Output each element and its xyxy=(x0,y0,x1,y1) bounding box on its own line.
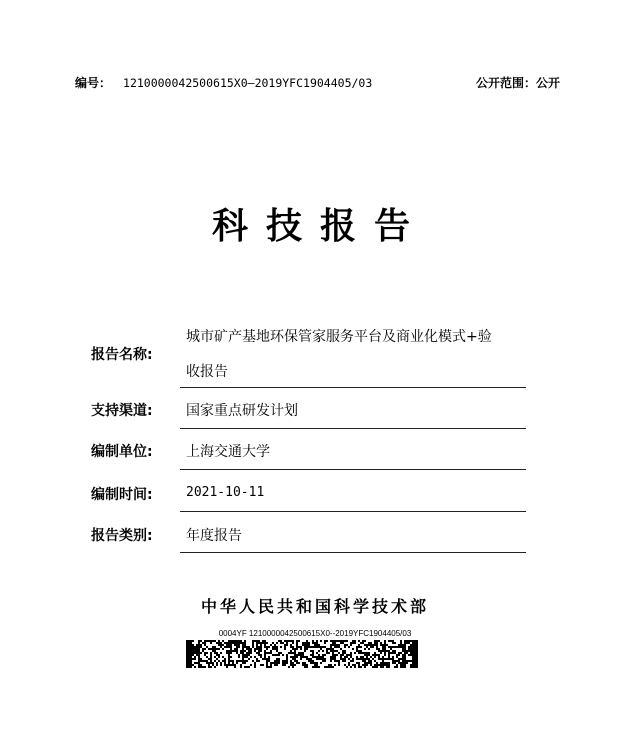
funding-channel-label: 支持渠道: xyxy=(91,403,153,419)
barcode-caption: 0004YF 1210000042500615X0--2019YFC1904405/03 xyxy=(218,629,412,638)
document-title: 科技报告 xyxy=(211,206,428,247)
funding-channel-value: 国家重点研发计划 xyxy=(186,403,298,419)
funding-channel-underline xyxy=(180,428,526,429)
barcode-image xyxy=(186,640,418,668)
compiling-date-label: 编制时间: xyxy=(91,487,153,503)
report-category-label: 报告类别: xyxy=(91,528,153,544)
report-number-label: 编号： xyxy=(75,76,112,90)
report-name-value-line1: 城市矿产基地环保管家服务平台及商业化模式+验 xyxy=(186,329,492,345)
disclosure-scope: 公开范围：公开 xyxy=(475,76,560,90)
compiling-unit-underline xyxy=(180,469,526,470)
report-name-underline xyxy=(180,387,526,388)
report-number xyxy=(75,74,372,91)
issuing-ministry: 中华人民共和国科学技术部 xyxy=(200,597,429,616)
report-category-value: 年度报告 xyxy=(186,528,242,544)
report-number-value: 1210000042500615X0—2019YFC1904405/03 xyxy=(123,76,373,90)
report-name-value-line2: 收报告 xyxy=(186,364,228,380)
report-category-underline xyxy=(180,552,526,553)
compiling-unit-value: 上海交通大学 xyxy=(186,444,270,460)
compiling-date-value: 2021-10-11 xyxy=(186,485,265,500)
compiling-unit-label: 编制单位: xyxy=(91,444,153,460)
compiling-date-underline xyxy=(180,511,526,512)
report-name-label: 报告名称: xyxy=(91,347,153,363)
